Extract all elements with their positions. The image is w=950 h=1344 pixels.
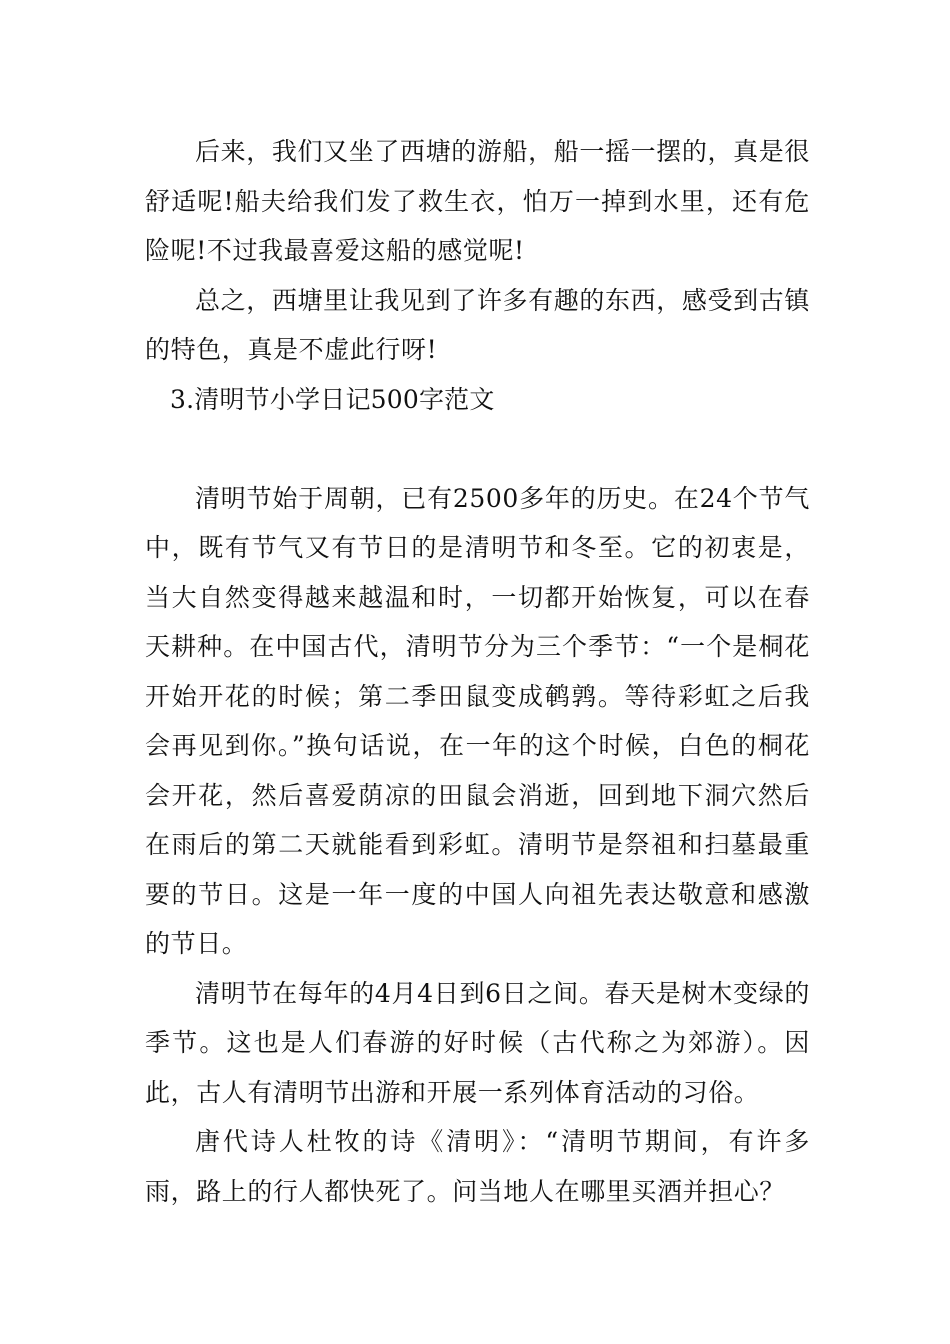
paragraph-qingming-date: 清明节在每年的4月4日到6日之间。春天是树木变绿的季节。这也是人们春游的好时候（古代称之为郊游）。因此，古人有清明节出游和开展一系列体育活动的习俗。 bbox=[145, 978, 810, 1107]
document-body bbox=[145, 127, 810, 1216]
paragraph-boat-ride: 后来，我们又坐了西塘的游船，船一摇一摆的，真是很舒适呢!船夫给我们发了救生衣，怕万一掉到水里，还有危险呢!不过我最喜爱这船的感觉呢! bbox=[145, 137, 810, 265]
paragraph-qingming-poem: 唐代诗人杜牧的诗《清明》：“清明节期间，有许多雨，路上的行人都快死了。问当地人在哪里买酒并担心？ bbox=[145, 1127, 810, 1206]
paragraph-conclusion: 总之，西塘里让我见到了许多有趣的东西，感受到古镇的特色，真是不虚此行呀! bbox=[145, 285, 810, 364]
blank-line bbox=[145, 424, 810, 474]
section-heading: 3.清明节小学日记500字范文 bbox=[170, 384, 495, 414]
paragraph-qingming-history: 清明节始于周朝，已有2500多年的历史。在24个节气中，既有节气又有节日的是清明节和冬至。它的初衷是，当大自然变得越来越温和时，一切都开始恢复，可以在春天耕种。在中国古代，清明节分为三个季节：“一个是桐花开始开花的时候；第二季田鼠变成鹌鹑。等待彩虹之后我会再见到你。”换句话说，在一年的这个时候，白色的桐花会开花，然后喜爱荫凉的田鼠会消逝，回到地下洞穴然后在雨后的第二天就能看到彩虹。清明节是祭祖和扫墓最重要的节日。这是一年一度的中国人向祖先表达敬意和感激的节日。 bbox=[145, 483, 810, 958]
